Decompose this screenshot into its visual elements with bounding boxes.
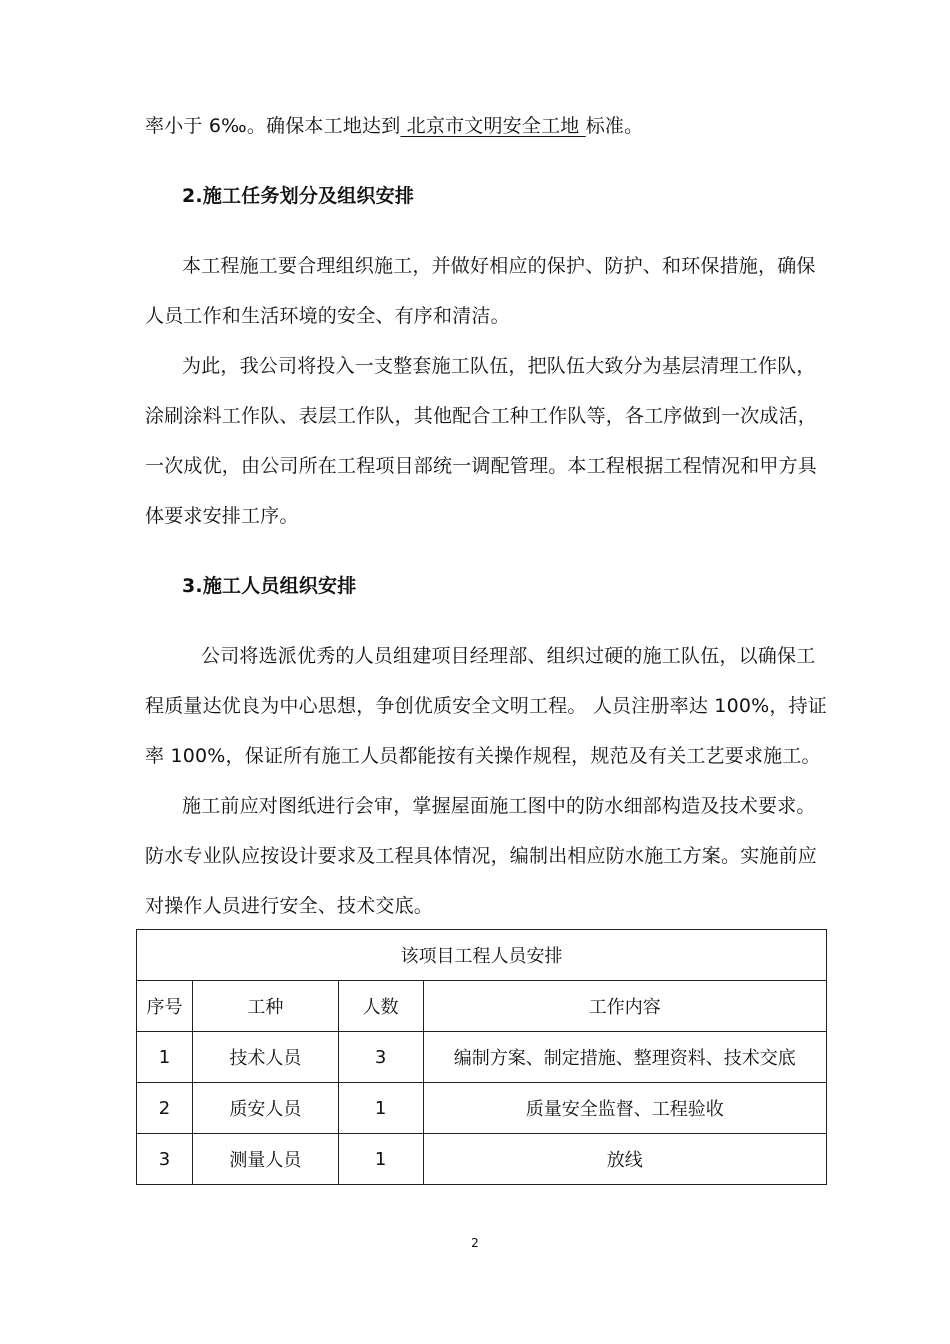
paragraph-line: 为此，我公司将投入一支整套施工队伍，把队伍大致分为基层清理工作队，	[182, 355, 816, 377]
header-cell: 工种	[192, 981, 338, 1032]
table-cell: 1	[338, 1134, 423, 1185]
table-cell: 技术人员	[192, 1032, 338, 1083]
text: 率小于 6‰。确保本工地达到	[145, 115, 401, 137]
table-cell: 1	[137, 1032, 193, 1083]
paragraph-line: 对操作人员进行安全、技术交底。	[145, 895, 434, 917]
table-row	[137, 1134, 827, 1185]
table-cell: 3	[338, 1032, 423, 1083]
section-heading: 3.施工人员组织安排	[182, 575, 357, 597]
paragraph-line	[145, 114, 643, 138]
paragraph-line: 施工前应对图纸进行会审，掌握屋面施工图中的防水细部构造及技术要求。	[182, 795, 816, 817]
underlined-text: 北京市文明安全工地	[400, 115, 586, 137]
paragraph-line: 率 100%，保证所有施工人员都能按有关操作规程，规范及有关工艺要求施工。	[145, 745, 821, 767]
paragraph-line: 公司将选派优秀的人员组建项目经理部、组织过硬的施工队伍，以确保工	[201, 645, 816, 667]
header-cell: 工作内容	[423, 981, 826, 1032]
table-title: 该项目工程人员安排	[137, 930, 827, 981]
table-header-row	[137, 981, 827, 1032]
paragraph-line: 一次成优，由公司所在工程项目部统一调配管理。本工程根据工程情况和甲方具	[145, 455, 818, 477]
table-row	[137, 1032, 827, 1083]
table-row	[137, 1083, 827, 1134]
table-cell: 质量安全监督、工程验收	[423, 1083, 826, 1134]
table-title-row	[137, 930, 827, 981]
paragraph-line: 人员工作和生活环境的安全、有序和清洁。	[145, 305, 510, 327]
table-cell: 编制方案、制定措施、整理资料、技术交底	[423, 1032, 826, 1083]
table-cell: 2	[137, 1083, 193, 1134]
paragraph-line: 防水专业队应按设计要求及工程具体情况，编制出相应防水施工方案。实施前应	[145, 845, 818, 867]
header-cell: 序号	[137, 981, 193, 1032]
paragraph-line: 涂刷涂料工作队、表层工作队，其他配合工种工作队等，各工序做到一次成活，	[145, 405, 818, 427]
table-cell: 1	[338, 1083, 423, 1134]
page-number: 2	[471, 1236, 479, 1250]
staff-table	[136, 929, 827, 1185]
text: 标准。	[585, 115, 644, 137]
table-cell: 测量人员	[192, 1134, 338, 1185]
section-heading: 2.施工任务划分及组织安排	[182, 185, 415, 207]
table-cell: 3	[137, 1134, 193, 1185]
table-cell: 放线	[423, 1134, 826, 1185]
paragraph-line: 体要求安排工序。	[145, 505, 299, 527]
paragraph-line: 程质量达优良为中心思想，争创优质安全文明工程。 人员注册率达 100%，持证	[145, 695, 827, 717]
table-cell: 质安人员	[192, 1083, 338, 1134]
paragraph-line: 本工程施工要合理组织施工，并做好相应的保护、防护、和环保措施，确保	[182, 255, 816, 277]
header-cell: 人数	[338, 981, 423, 1032]
